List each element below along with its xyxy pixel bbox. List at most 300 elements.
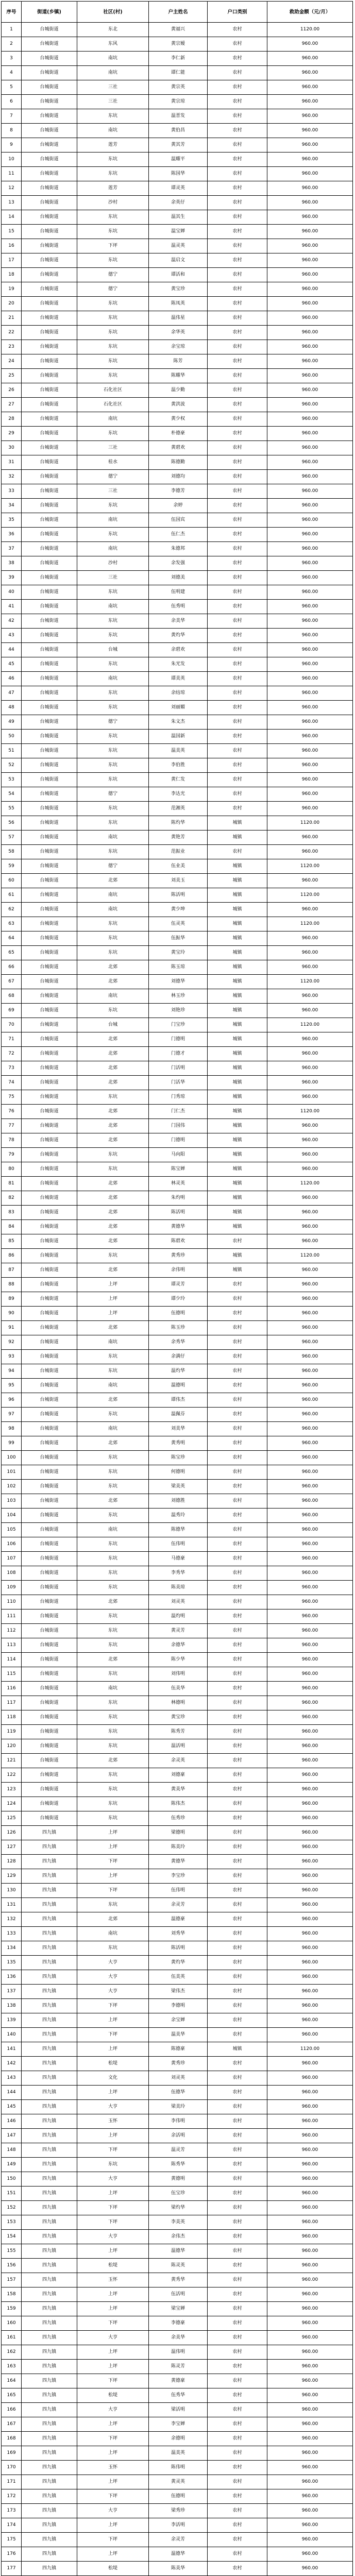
street-town-cell: 四九镇 — [22, 2143, 77, 2158]
relief-amount-cell: 960.00 — [267, 1970, 353, 1985]
community-village-cell: 南坑 — [77, 1335, 149, 1350]
table-row — [2, 1754, 353, 1768]
street-town-cell: 台城街道 — [22, 383, 77, 398]
hukou-type-cell: 农村 — [208, 2028, 267, 2042]
street-town-cell: 台城街道 — [22, 931, 77, 946]
table-row — [2, 1422, 353, 1436]
street-town-cell: 四九镇 — [22, 2057, 77, 2071]
hukou-type-cell: 农村 — [208, 1999, 267, 2013]
relief-amount-cell: 1120.00 — [267, 859, 353, 874]
relief-amount-cell: 960.00 — [267, 354, 353, 369]
hukou-type-cell: 农村 — [208, 643, 267, 657]
table-row — [2, 1119, 353, 1133]
serial-cell: 18 — [2, 268, 22, 282]
relief-amount-cell: 960.00 — [267, 1667, 353, 1682]
hukou-type-cell: 城镇 — [208, 1105, 267, 1119]
relief-amount-cell: 960.00 — [267, 1811, 353, 1826]
community-village-cell: 东坑 — [77, 499, 149, 513]
hukou-type-cell: 农村 — [208, 672, 267, 686]
householder-name-cell: 余灵芳 — [149, 2533, 208, 2547]
householder-name-cell: 朱德邦 — [149, 542, 208, 556]
hukou-type-cell: 城镇 — [208, 989, 267, 1004]
relief-amount-cell: 960.00 — [267, 1076, 353, 1090]
serial-cell: 92 — [2, 1335, 22, 1350]
street-town-cell: 四九镇 — [22, 2114, 77, 2129]
relief-amount-cell: 960.00 — [267, 427, 353, 441]
table-row — [2, 1148, 353, 1162]
table-row — [2, 1018, 353, 1032]
community-village-cell: 南坑 — [77, 831, 149, 845]
table-row — [2, 556, 353, 571]
householder-name-cell: 陈玉琼 — [149, 960, 208, 975]
householder-name-cell: 门国伟 — [149, 1119, 208, 1133]
table-row — [2, 383, 353, 398]
householder-name-cell: 温灼明 — [149, 1609, 208, 1624]
relief-amount-cell: 960.00 — [267, 1783, 353, 1797]
relief-amount-cell: 960.00 — [267, 2158, 353, 2172]
relief-amount-cell: 960.00 — [267, 2230, 353, 2244]
street-town-cell: 台城街道 — [22, 802, 77, 816]
serial-cell: 49 — [2, 715, 22, 730]
community-village-cell: 东坑 — [77, 167, 149, 181]
hukou-type-cell: 农村 — [208, 2057, 267, 2071]
householder-name-cell: 陈德勤 — [149, 455, 208, 470]
relief-amount-cell: 960.00 — [267, 326, 353, 340]
table-row — [2, 859, 353, 874]
relief-amount-cell: 960.00 — [267, 744, 353, 758]
serial-cell: 68 — [2, 989, 22, 1004]
table-row — [2, 701, 353, 715]
householder-name-cell: 李美英 — [149, 2215, 208, 2230]
relief-amount-cell: 960.00 — [267, 1032, 353, 1047]
community-village-cell: 南坑 — [77, 52, 149, 66]
householder-name-cell: 伍德明 — [149, 2489, 208, 2504]
street-town-cell: 台城街道 — [22, 614, 77, 629]
serial-cell: 90 — [2, 1307, 22, 1321]
hukou-type-cell: 城镇 — [208, 1090, 267, 1105]
serial-cell: 94 — [2, 1364, 22, 1379]
community-village-cell: 北郊 — [77, 1912, 149, 1927]
table-row — [2, 1335, 353, 1350]
hukou-type-cell: 城镇 — [208, 888, 267, 903]
hukou-type-cell: 农村 — [208, 2287, 267, 2302]
relief-amount-cell: 960.00 — [267, 1393, 353, 1408]
hukou-type-cell: 农村 — [208, 2316, 267, 2331]
street-town-cell: 台城街道 — [22, 1018, 77, 1032]
table-row — [2, 1552, 353, 1566]
hukou-type-cell: 农村 — [208, 571, 267, 585]
householder-name-cell: 陈德华 — [149, 1523, 208, 1537]
serial-cell: 161 — [2, 2331, 22, 2345]
householder-name-cell: 余发强 — [149, 556, 208, 571]
street-town-cell: 四九镇 — [22, 1840, 77, 1855]
relief-recipients-table — [1, 1, 353, 2576]
relief-amount-cell: 960.00 — [267, 946, 353, 960]
table-row — [2, 744, 353, 758]
relief-amount-cell: 960.00 — [267, 109, 353, 124]
street-town-cell: 台城街道 — [22, 1581, 77, 1595]
hukou-type-cell: 农村 — [208, 2417, 267, 2432]
hukou-type-cell: 农村 — [208, 253, 267, 268]
hukou-type-cell: 农村 — [208, 2230, 267, 2244]
householder-name-cell: 温美英 — [149, 744, 208, 758]
street-town-cell: 台城街道 — [22, 1379, 77, 1393]
street-town-cell: 台城街道 — [22, 1537, 77, 1552]
community-village-cell: 东坑 — [77, 340, 149, 354]
table-row — [2, 499, 353, 513]
hukou-type-cell: 农村 — [208, 181, 267, 196]
householder-name-cell: 陈德豪 — [149, 2042, 208, 2057]
hukou-type-cell: 农村 — [208, 2172, 267, 2187]
householder-name-cell: 伍秀华 — [149, 2388, 208, 2403]
table-row — [2, 571, 353, 585]
relief-amount-cell: 960.00 — [267, 1206, 353, 1220]
householder-name-cell: 伍德华 — [149, 2086, 208, 2100]
serial-cell: 117 — [2, 1696, 22, 1710]
table-row — [2, 1206, 353, 1220]
hukou-type-cell: 农村 — [208, 2302, 267, 2316]
relief-amount-cell: 960.00 — [267, 2273, 353, 2287]
serial-cell: 42 — [2, 614, 22, 629]
street-town-cell: 台城街道 — [22, 1061, 77, 1076]
serial-cell: 167 — [2, 2417, 22, 2432]
hukou-type-cell: 农村 — [208, 730, 267, 744]
serial-cell: 112 — [2, 1624, 22, 1638]
community-village-cell: 北郊 — [77, 975, 149, 989]
householder-name-cell: 伍明建 — [149, 585, 208, 600]
community-village-cell: 上坪 — [77, 1307, 149, 1321]
street-town-cell: 台城街道 — [22, 441, 77, 455]
relief-amount-cell: 960.00 — [267, 2172, 353, 2187]
hukou-type-cell: 农村 — [208, 2187, 267, 2201]
householder-name-cell: 李伟明 — [149, 2114, 208, 2129]
table-row — [2, 369, 353, 383]
hukou-type-cell: 农村 — [208, 845, 267, 859]
relief-amount-cell: 960.00 — [267, 2057, 353, 2071]
table-row — [2, 1696, 353, 1710]
serial-cell: 152 — [2, 2201, 22, 2215]
serial-cell: 173 — [2, 2504, 22, 2518]
community-village-cell: 上坪 — [77, 2129, 149, 2143]
hukou-type-cell: 农村 — [208, 1609, 267, 1624]
serial-cell: 69 — [2, 1004, 22, 1018]
street-town-cell: 四九镇 — [22, 2172, 77, 2187]
community-village-cell: 南坑 — [77, 412, 149, 427]
hukou-type-cell: 农村 — [208, 1682, 267, 1696]
table-row — [2, 917, 353, 931]
community-village-cell: 东坑 — [77, 1451, 149, 1465]
street-town-cell: 台城街道 — [22, 499, 77, 513]
community-village-cell: 大亨 — [77, 2172, 149, 2187]
hukou-type-cell: 城镇 — [208, 859, 267, 874]
householder-name-cell: 温伟明 — [149, 2345, 208, 2360]
householder-name-cell: 梁灼华 — [149, 2201, 208, 2215]
table-row — [2, 1609, 353, 1624]
relief-amount-cell: 960.00 — [267, 1509, 353, 1523]
relief-amount-cell: 960.00 — [267, 1624, 353, 1638]
relief-amount-cell: 960.00 — [267, 1826, 353, 1840]
relief-amount-cell: 960.00 — [267, 1191, 353, 1206]
serial-cell: 124 — [2, 1797, 22, 1811]
householder-name-cell: 何德明 — [149, 1465, 208, 1480]
householder-name-cell: 梁宝婵 — [149, 2302, 208, 2316]
community-village-cell: 东坑 — [77, 326, 149, 340]
street-town-cell: 台城街道 — [22, 470, 77, 484]
relief-amount-cell: 960.00 — [267, 1047, 353, 1061]
street-town-cell: 四九镇 — [22, 2504, 77, 2518]
community-village-cell: 东坑 — [77, 758, 149, 773]
table-row — [2, 1350, 353, 1364]
householder-name-cell: 刘德美 — [149, 571, 208, 585]
relief-amount-cell: 960.00 — [267, 1552, 353, 1566]
hukou-type-cell: 农村 — [208, 499, 267, 513]
relief-amount-cell: 960.00 — [267, 1884, 353, 1898]
relief-amount-cell: 960.00 — [267, 470, 353, 484]
serial-cell: 23 — [2, 340, 22, 354]
community-village-cell: 北郊 — [77, 1436, 149, 1451]
relief-amount-cell: 960.00 — [267, 1537, 353, 1552]
serial-cell: 88 — [2, 1278, 22, 1292]
street-town-cell: 台城街道 — [22, 297, 77, 311]
hukou-type-cell: 农村 — [208, 556, 267, 571]
hukou-type-cell: 农村 — [208, 1364, 267, 1379]
street-town-cell: 台城街道 — [22, 37, 77, 52]
community-village-cell: 台城 — [77, 643, 149, 657]
table-row — [2, 311, 353, 326]
table-row — [2, 600, 353, 614]
table-row — [2, 2244, 353, 2259]
serial-cell: 132 — [2, 1912, 22, 1927]
relief-amount-cell: 960.00 — [267, 2345, 353, 2360]
serial-cell: 60 — [2, 874, 22, 888]
street-town-cell: 台城街道 — [22, 542, 77, 556]
community-village-cell: 北郊 — [77, 1321, 149, 1335]
community-village-cell: 松堤 — [77, 2388, 149, 2403]
householder-name-cell: 梁活明 — [149, 2403, 208, 2417]
table-row — [2, 2345, 353, 2360]
hukou-type-cell: 农村 — [208, 2071, 267, 2086]
street-town-cell: 台城街道 — [22, 946, 77, 960]
householder-name-cell: 伍伟明 — [149, 1884, 208, 1898]
relief-amount-cell: 960.00 — [267, 1855, 353, 1869]
street-town-cell: 台城街道 — [22, 643, 77, 657]
hukou-type-cell: 农村 — [208, 1552, 267, 1566]
serial-cell: 77 — [2, 1119, 22, 1133]
hukou-type-cell: 城镇 — [208, 1148, 267, 1162]
relief-amount-cell: 960.00 — [267, 268, 353, 282]
relief-amount-cell: 960.00 — [267, 989, 353, 1004]
relief-amount-cell: 960.00 — [267, 1898, 353, 1912]
serial-cell: 82 — [2, 1191, 22, 1206]
serial-cell: 41 — [2, 600, 22, 614]
hukou-type-cell: 农村 — [208, 354, 267, 369]
community-village-cell: 下坪 — [77, 239, 149, 253]
householder-name-cell: 陈美琼 — [149, 1581, 208, 1595]
serial-cell: 145 — [2, 2100, 22, 2114]
relief-amount-cell: 960.00 — [267, 2360, 353, 2374]
hukou-type-cell: 农村 — [208, 2533, 267, 2547]
householder-name-cell: 陈秀华 — [149, 2158, 208, 2172]
street-town-cell: 台城街道 — [22, 95, 77, 109]
community-village-cell: 北郊 — [77, 1263, 149, 1278]
hukou-type-cell: 农村 — [208, 1234, 267, 1249]
serial-cell: 139 — [2, 2013, 22, 2028]
relief-amount-cell: 960.00 — [267, 1653, 353, 1667]
hukou-type-cell: 农村 — [208, 2244, 267, 2259]
relief-amount-cell: 960.00 — [267, 556, 353, 571]
community-village-cell: 东坑 — [77, 427, 149, 441]
street-town-cell: 台城街道 — [22, 1076, 77, 1090]
householder-name-cell: 陈秀芳 — [149, 1725, 208, 1739]
community-village-cell: 下坪 — [77, 2201, 149, 2215]
relief-amount-cell: 960.00 — [267, 124, 353, 138]
community-village-cell: 上坪 — [77, 2302, 149, 2316]
householder-name-cell: 范湘英 — [149, 802, 208, 816]
street-town-cell: 四九镇 — [22, 1970, 77, 1985]
community-village-cell: 上坪 — [77, 2244, 149, 2259]
street-town-cell: 四九镇 — [22, 1941, 77, 1956]
householder-name-cell: 余结琼 — [149, 686, 208, 701]
serial-cell: 106 — [2, 1537, 22, 1552]
householder-name-cell: 朱灼明 — [149, 1191, 208, 1206]
community-village-cell: 东坑 — [77, 1552, 149, 1566]
hukou-type-cell: 农村 — [208, 773, 267, 787]
householder-name-cell: 李德豪 — [149, 2316, 208, 2331]
hukou-type-cell: 农村 — [208, 1278, 267, 1292]
table-row — [2, 1393, 353, 1408]
hukou-type-cell: 农村 — [208, 1869, 267, 1884]
street-town-cell: 台城街道 — [22, 874, 77, 888]
street-town-cell: 台城街道 — [22, 1509, 77, 1523]
table-row — [2, 2533, 353, 2547]
community-village-cell: 北郊 — [77, 1393, 149, 1408]
community-village-cell: 下坪 — [77, 2215, 149, 2230]
hukou-type-cell: 农村 — [208, 1350, 267, 1364]
serial-cell: 38 — [2, 556, 22, 571]
hukou-type-cell: 农村 — [208, 2374, 267, 2388]
householder-name-cell: 李德明 — [149, 1999, 208, 2013]
householder-name-cell: 朴德豪 — [149, 427, 208, 441]
street-town-cell: 台城街道 — [22, 917, 77, 931]
hukou-type-cell: 城镇 — [208, 1018, 267, 1032]
table-row — [2, 239, 353, 253]
hukou-type-cell: 农村 — [208, 1855, 267, 1869]
householder-name-cell: 谭灵英 — [149, 181, 208, 196]
street-town-cell: 台城街道 — [22, 109, 77, 124]
hukou-type-cell: 农村 — [208, 311, 267, 326]
table-row — [2, 80, 353, 95]
hukou-type-cell: 农村 — [208, 1566, 267, 1581]
serial-cell: 83 — [2, 1206, 22, 1220]
table-row — [2, 1307, 353, 1321]
street-town-cell: 台城街道 — [22, 1364, 77, 1379]
householder-name-cell: 温秀玲 — [149, 1509, 208, 1523]
hukou-type-cell: 农村 — [208, 37, 267, 52]
householder-name-cell: 温晋发 — [149, 109, 208, 124]
street-town-cell: 台城街道 — [22, 80, 77, 95]
community-village-cell: 北郊 — [77, 1047, 149, 1061]
serial-cell: 104 — [2, 1509, 22, 1523]
householder-name-cell: 梁秀珍 — [149, 2504, 208, 2518]
serial-cell: 1 — [2, 23, 22, 37]
hukou-type-cell: 农村 — [208, 23, 267, 37]
serial-cell: 56 — [2, 816, 22, 831]
hukou-type-cell: 农村 — [208, 701, 267, 715]
table-row — [2, 2013, 353, 2028]
street-town-cell: 四九镇 — [22, 1855, 77, 1869]
householder-name-cell: 温宝婵 — [149, 225, 208, 239]
street-town-cell: 四九镇 — [22, 2489, 77, 2504]
householder-name-cell: 温国新 — [149, 730, 208, 744]
street-town-cell: 台城街道 — [22, 1047, 77, 1061]
householder-name-cell: 余秀华 — [149, 1335, 208, 1350]
householder-name-cell: 伍业美 — [149, 859, 208, 874]
hukou-type-cell: 农村 — [208, 2547, 267, 2562]
table-row — [2, 66, 353, 80]
table-row — [2, 1191, 353, 1206]
table-row — [2, 2287, 353, 2302]
table-row — [2, 2172, 353, 2187]
table-row — [2, 946, 353, 960]
street-town-cell: 台城街道 — [22, 1682, 77, 1696]
serial-cell: 126 — [2, 1826, 22, 1840]
householder-name-cell: 陈活明 — [149, 1941, 208, 1956]
serial-cell: 70 — [2, 1018, 22, 1032]
householder-name-cell: 范振业 — [149, 845, 208, 859]
relief-amount-cell: 960.00 — [267, 239, 353, 253]
street-town-cell: 台城街道 — [22, 686, 77, 701]
serial-cell: 21 — [2, 311, 22, 326]
serial-cell: 102 — [2, 1480, 22, 1494]
community-village-cell: 松堤 — [77, 2259, 149, 2273]
serial-cell: 172 — [2, 2489, 22, 2504]
householder-name-cell: 陈玉珍 — [149, 1321, 208, 1335]
hukou-type-cell: 农村 — [208, 1797, 267, 1811]
community-village-cell: 东坑 — [77, 297, 149, 311]
relief-amount-cell: 960.00 — [267, 499, 353, 513]
serial-cell: 114 — [2, 1653, 22, 1667]
hukou-type-cell: 城镇 — [208, 917, 267, 931]
street-town-cell: 台城街道 — [22, 1696, 77, 1710]
hukou-type-cell: 农村 — [208, 138, 267, 152]
street-town-cell: 台城街道 — [22, 513, 77, 528]
householder-name-cell: 余美华 — [149, 2331, 208, 2345]
table-row — [2, 1321, 353, 1335]
street-town-cell: 四九镇 — [22, 2432, 77, 2446]
relief-amount-cell: 960.00 — [267, 152, 353, 167]
street-town-cell: 台城街道 — [22, 66, 77, 80]
street-town-cell: 台城街道 — [22, 1234, 77, 1249]
table-row — [2, 1624, 353, 1638]
serial-cell: 74 — [2, 1076, 22, 1090]
serial-cell: 24 — [2, 354, 22, 369]
community-village-cell: 下坪 — [77, 2028, 149, 2042]
table-row — [2, 1682, 353, 1696]
serial-cell: 98 — [2, 1422, 22, 1436]
serial-cell: 66 — [2, 960, 22, 975]
street-town-cell: 台城街道 — [22, 340, 77, 354]
serial-cell: 9 — [2, 138, 22, 152]
table-row — [2, 2461, 353, 2475]
householder-name-cell: 谭伟杰 — [149, 1393, 208, 1408]
street-town-cell: 台城街道 — [22, 1566, 77, 1581]
street-town-cell: 台城街道 — [22, 282, 77, 297]
hukou-type-cell: 农村 — [208, 1826, 267, 1840]
header-row — [2, 2, 353, 23]
community-village-cell: 东坑 — [77, 1090, 149, 1105]
hukou-type-cell: 农村 — [208, 2259, 267, 2273]
street-town-cell: 台城街道 — [22, 629, 77, 643]
